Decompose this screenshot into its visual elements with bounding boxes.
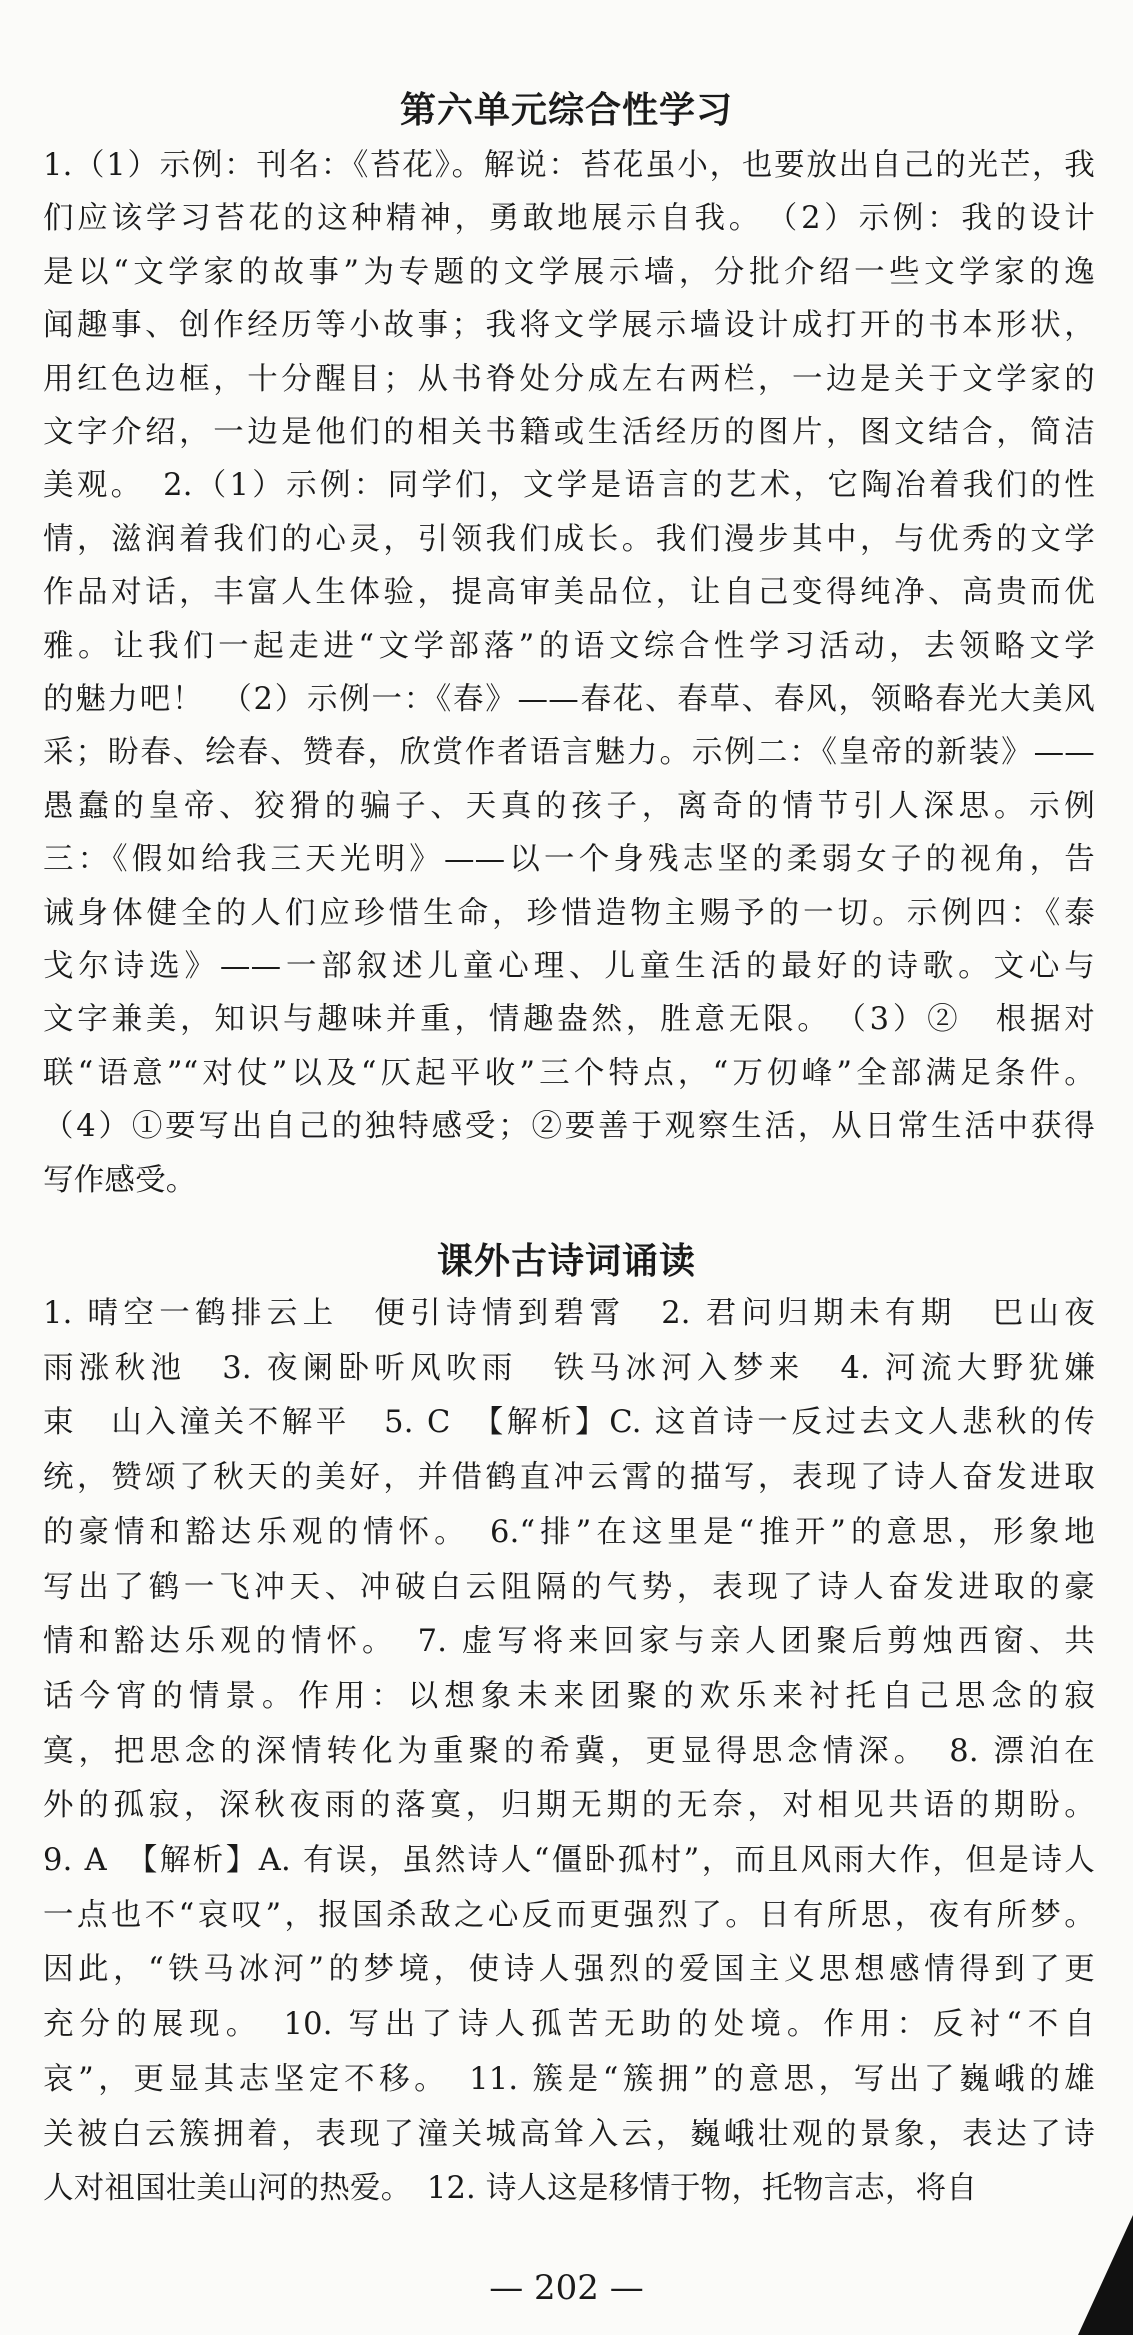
text-line: 一点也不“哀叹”，报国杀敌之心反而更强烈了。日有所思，夜有所梦。 [43, 1897, 1095, 1933]
text-line: 闻趣事、创作经历等小故事；我将文学展示墙设计成打开的书本形状， [43, 308, 1095, 344]
text-line: 1.（1）示例：刊名：《苔花》。解说：苔花虽小，也要放出自己的光芒，我 [43, 148, 1095, 183]
text-line: 话今宵的情景。作用：以想象未来团聚的欢乐来衬托自己思念的寂 [43, 1678, 1095, 1714]
text-line: 雅。让我们一起走进“文学部落”的语文综合性学习活动，去领略文学 [43, 628, 1095, 664]
text-line: 是以“文学家的故事”为专题的文学展示墙，分批介绍一些文学家的逸 [43, 254, 1095, 290]
text-line: 文字兼美，知识与趣味并重，情趣盎然，胜意无限。 （3）② 根据对 [43, 1002, 1095, 1038]
text-line: 美观。 2.（1）示例：同学们，文学是语言的艺术，它陶冶着我们的性 [43, 468, 1095, 504]
text-line: 的魅力吧！ （2）示例一：《春》——春花、春草、春风，领略春光大美风 [43, 682, 1095, 717]
corner-triangle-mark [1078, 2215, 1133, 2335]
text-line: 文字介绍，一边是他们的相关书籍或生活经历的图片，图文结合，简洁 [43, 415, 1095, 450]
text-line: 情和豁达乐观的情怀。 7. 虚写将来回家与亲人团聚后剪烛西窗、共 [43, 1624, 1095, 1660]
text-line: 诫身体健全的人们应珍惜生命，珍惜造物主赐予的一切。示例四：《泰 [43, 895, 1095, 931]
text-line: 愚蠢的皇帝、狡猾的骗子、天真的孩子，离奇的情节引人深思。示例 [43, 788, 1095, 824]
text-line: 联“语意”“对仗”以及“仄起平收”三个特点，“万仞峰”全部满足条件。 [43, 1055, 1095, 1091]
page-number: — 202 — [489, 2268, 644, 2308]
text-line: 写出了鹤一飞冲天、冲破白云阻隔的气势，表现了诗人奋发进取的豪 [43, 1569, 1095, 1605]
text-line: 人对祖国壮美山河的热爱。 12. 诗人这是移情于物，托物言志，将自 [43, 2171, 978, 2207]
text-line: 用红色边框，十分醒目；从书脊处分成左右两栏，一边是关于文学家的 [43, 361, 1095, 397]
text-line: 关被白云簇拥着，表现了潼关城高耸入云，巍峨壮观的景象，表达了诗 [43, 2116, 1095, 2152]
section-title-unit6: 第六单元综合性学习 [399, 89, 733, 131]
text-line: 三：《假如给我三天光明》——以一个身残志坚的柔弱女子的视角，告 [43, 842, 1095, 878]
text-line: 戈尔诗选》——一部叙述儿童心理、儿童生活的最好的诗歌。文心与 [43, 949, 1095, 984]
text-line: 9. A 【解析】A. 有误，虽然诗人“僵卧孤村”，而且风雨大作，但是诗人 [43, 1843, 1095, 1878]
text-line: 写作感受。 [43, 1162, 197, 1198]
text-line: 采；盼春、绘春、赞春，欣赏作者语言魅力。示例二：《皇帝的新装》—— [43, 735, 1095, 771]
text-line: 束 山入潼关不解平 5. C 【解析】C. 这首诗一反过去文人悲秋的传 [43, 1405, 1095, 1441]
text-line: 作品对话，丰富人生体验，提高审美品位，让自己变得纯净、高贵而优 [43, 575, 1095, 611]
text-line: 1. 晴空一鹤排云上 便引诗情到碧霄 2. 君问归期未有期 巴山夜 [43, 1296, 1095, 1331]
section-title-ancient-poems: 课外古诗词诵读 [436, 1240, 696, 1282]
text-line: 外的孤寂，深秋夜雨的落寞，归期无期的无奈，对相见共语的期盼。 [43, 1788, 1095, 1824]
text-line: 因此，“铁马冰河”的梦境，使诗人强烈的爱国主义思想感情得到了更 [43, 1952, 1095, 1988]
text-line: 雨涨秋池 3. 夜阑卧听风吹雨 铁马冰河入梦来 4. 河流大野犹嫌 [43, 1350, 1095, 1386]
text-line: 哀”，更显其志坚定不移。 11. 簇是“簇拥”的意思，写出了巍峨的雄 [43, 2061, 1095, 2097]
text-line: （4）①要写出自己的独特感受；②要善于观察生活，从日常生活中获得 [43, 1109, 1095, 1145]
text-line: 们应该学习苔花的这种精神，勇敢地展示自我。 （2）示例：我的设计 [43, 201, 1095, 237]
text-line: 的豪情和豁达乐观的情怀。 6.“排”在这里是“推开”的意思，形象地 [43, 1514, 1095, 1550]
text-line: 情，滋润着我们的心灵，引领我们成长。我们漫步其中，与优秀的文学 [43, 521, 1095, 557]
text-line: 统，赞颂了秋天的美好，并借鹤直冲云霄的描写，表现了诗人奋发进取 [43, 1460, 1095, 1496]
text-line: 充分的展现。 10. 写出了诗人孤苦无助的处境。作用：反衬“不自 [43, 2007, 1095, 2043]
text-line: 寞，把思念的深情转化为重聚的希冀，更显得思念情深。 8. 漂泊在 [43, 1733, 1095, 1769]
